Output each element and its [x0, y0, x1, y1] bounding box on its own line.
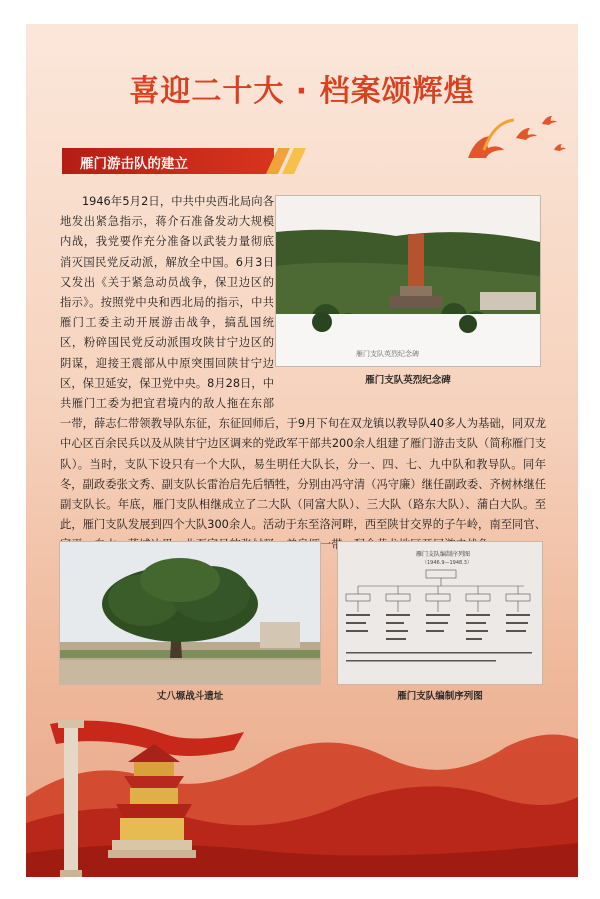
poster-title: 喜迎二十大 · 档案颂辉煌: [129, 74, 475, 109]
battle-site-caption: 丈八塬战斗遗址: [156, 691, 224, 702]
org-chart-caption: 雁门支队编制序列图: [397, 691, 483, 702]
body-paragraph: 1946年5月2日，中共中央西北局向各地发出紧急指示，蒋介石准备发动大规模内战，我党要作充分准备以武装力量彻底消灭国民党反动派，解放全中国。6月3日又发出《关于紧急动员战争，保卫边区的指示》。按照党中央和西北局的指示，中共雁门工委主动开展游击战争，搞乱国统区，粉碎国民党反动派围攻陕甘宁边区的阴谋，迎接王震部从中原突围回陕甘宁边区，保卫延安，保卫党中央。8月28日，中共雁门工委为把宜君境内的敌人拖在东部一带，薛志仁带领教导队东征，东征回师后，于9月下旬在双龙镇以教导队40多人为基础，同双龙中心区百余民兵以及从陕甘宁边区调来的党政军干部共200余人组建了雁门游击支队（简称雁门支队）。当时，支队下设只有一个大队，易生明任大队长，分一、四、七、九中队和教导队。同年冬，副政委张文秀、副支队长雷治启先后牺牲，分别由冯守清（冯守廉）继任副政委、齐树林继任副支队长。年底，雁门支队相继成立了二大队（同富大队）、三大队（路东大队）、蒲白大队。至此，雁门支队发展到四个大队300余人。活动于东至洛河畔，西至陕甘交界的子午岭，南至同官、 一带: [60, 195, 546, 552]
memorial-inscription: 雁门支队英烈纪念碑: [356, 350, 419, 358]
birds-decoration: [446, 110, 576, 180]
poster: [26, 24, 578, 877]
section-heading: 雁门游击队的建立: [80, 156, 188, 172]
org-chart-title: 雁门支队编制序列图: [416, 551, 471, 558]
temple-decoration: [44, 684, 244, 877]
org-chart-subtitle: （1946.9—1948.3）: [422, 560, 472, 566]
memorial-photo: [276, 196, 540, 366]
section-heading-bar: [62, 148, 274, 174]
memorial-caption: 雁门支队英烈纪念碑: [365, 375, 451, 386]
